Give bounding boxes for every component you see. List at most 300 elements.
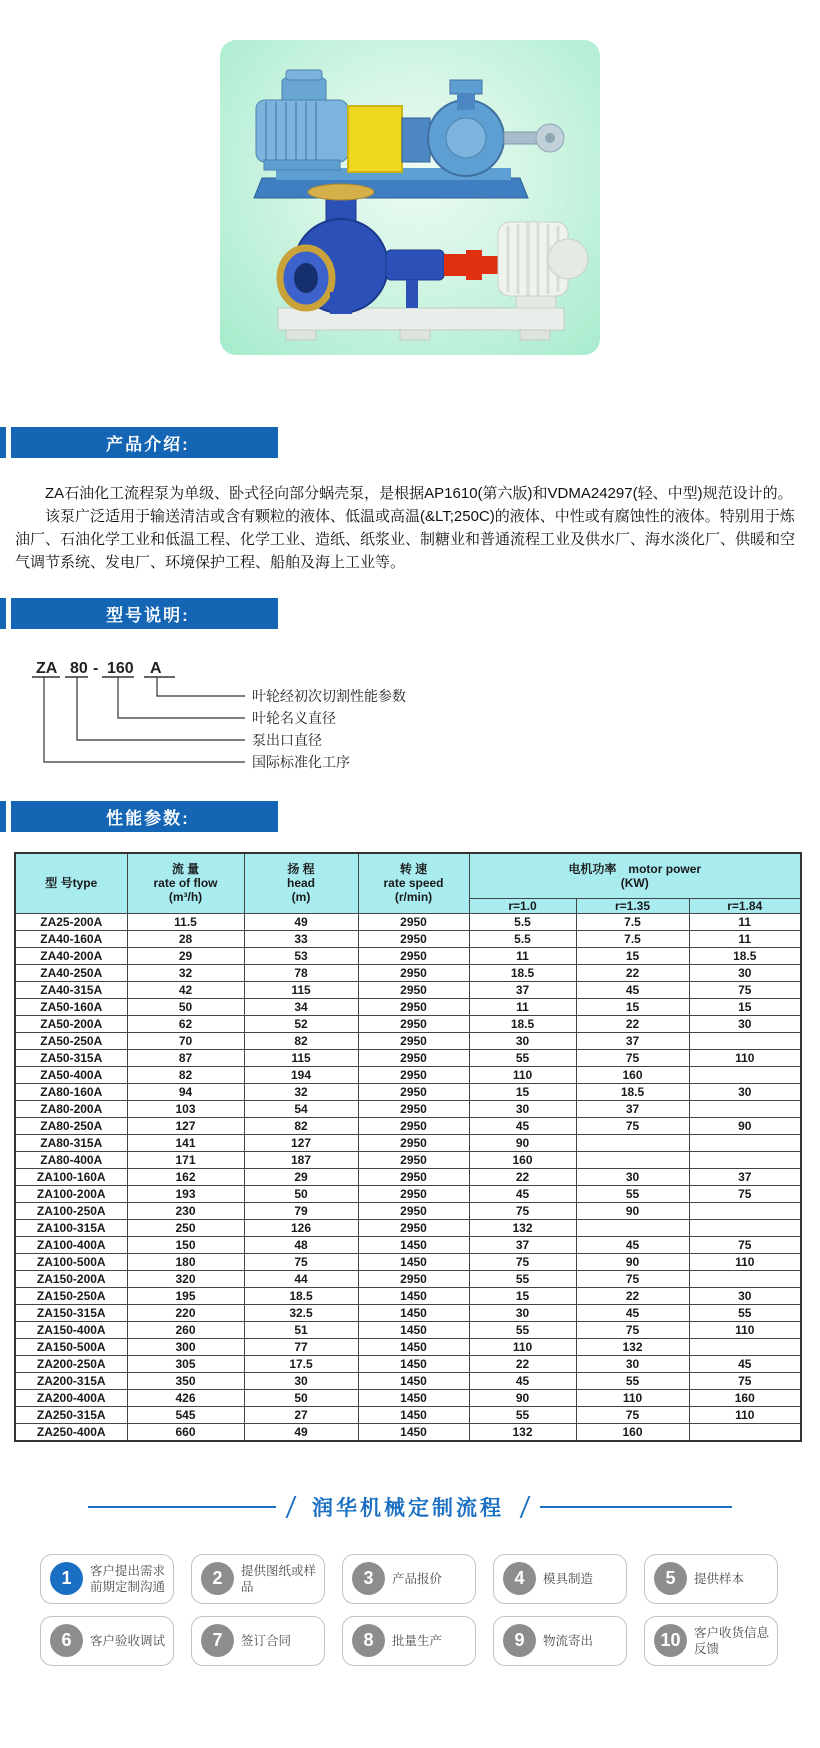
table-cell: 75 [689, 981, 801, 998]
table-row [15, 1168, 801, 1185]
table-cell [689, 1032, 801, 1049]
table-cell: 230 [127, 1202, 244, 1219]
table-cell: 2950 [358, 1100, 469, 1117]
table-cell: 48 [244, 1236, 358, 1253]
table-cell: 37 [689, 1168, 801, 1185]
table-row [15, 1202, 801, 1219]
table-cell: ZA250-315A [15, 1406, 127, 1423]
table-cell: 42 [127, 981, 244, 998]
table-cell: 141 [127, 1134, 244, 1151]
flow-step [644, 1616, 778, 1666]
step-number-badge: 1 [50, 1562, 83, 1595]
table-cell: 17.5 [244, 1355, 358, 1372]
col-header-speed: 转 速 rate speed (r/min) [358, 853, 469, 913]
table-row [15, 1066, 801, 1083]
table-cell: ZA150-200A [15, 1270, 127, 1287]
table-cell: 50 [244, 1389, 358, 1406]
table-cell: 2950 [358, 981, 469, 998]
table-cell [689, 1151, 801, 1168]
table-cell: 22 [576, 1015, 689, 1032]
col-header-flow: 流 量 rate of flow (m³/h) [127, 853, 244, 913]
table-cell: 30 [576, 1168, 689, 1185]
table-row [15, 1049, 801, 1066]
table-cell: 2950 [358, 1032, 469, 1049]
section-header-intro [0, 427, 820, 458]
table-cell: 82 [244, 1032, 358, 1049]
table-cell [689, 1202, 801, 1219]
model-title: 型号说明: [18, 598, 278, 629]
table-cell: 32.5 [244, 1304, 358, 1321]
table-cell: 194 [244, 1066, 358, 1083]
table-cell: 132 [469, 1219, 576, 1236]
table-cell: 28 [127, 930, 244, 947]
table-row [15, 998, 801, 1015]
table-cell: 1450 [358, 1321, 469, 1338]
table-cell: 15 [576, 947, 689, 964]
table-cell: ZA200-315A [15, 1372, 127, 1389]
table-cell: 220 [127, 1304, 244, 1321]
params-table-body [15, 913, 801, 1441]
table-cell: 110 [689, 1321, 801, 1338]
table-cell: 50 [127, 998, 244, 1015]
table-row [15, 1083, 801, 1100]
table-row [15, 1406, 801, 1423]
table-cell: 22 [469, 1355, 576, 1372]
table-cell: 103 [127, 1100, 244, 1117]
table-cell: 126 [244, 1219, 358, 1236]
table-cell: 22 [576, 1287, 689, 1304]
table-cell: 22 [576, 964, 689, 981]
table-row [15, 1372, 801, 1389]
table-cell: ZA50-315A [15, 1049, 127, 1066]
table-cell: 50 [244, 1185, 358, 1202]
table-cell: ZA150-250A [15, 1287, 127, 1304]
model-label-diameter: 叶轮名义直径 [252, 710, 336, 726]
table-cell: 1450 [358, 1253, 469, 1270]
slash-icon [286, 1496, 297, 1518]
step-label: 客户验收调试 [90, 1633, 166, 1648]
slash-icon [520, 1496, 531, 1518]
table-cell [576, 1134, 689, 1151]
table-row [15, 981, 801, 998]
table-cell: 2950 [358, 964, 469, 981]
table-cell: 30 [469, 1304, 576, 1321]
step-label: 产品报价 [392, 1571, 443, 1586]
table-cell: 45 [576, 981, 689, 998]
table-cell: 150 [127, 1236, 244, 1253]
table-cell: 54 [244, 1100, 358, 1117]
flow-step [191, 1554, 325, 1604]
table-cell: 1450 [358, 1372, 469, 1389]
table-row [15, 1270, 801, 1287]
col-header-power: 电机功率 motor power (KW) [469, 853, 801, 898]
table-cell: 1450 [358, 1236, 469, 1253]
intro-paragraph-2: 该泵广泛适用于输送清洁或含有颗粒的液体、低温或高温(&LT;250C)的液体、中性或有腐蚀性的液体。特别用于炼油厂、石油化学工业和低温工程、化学工业、造纸、纸浆业、制糖业和普通流程工业及供水厂、海水淡化厂、供暖和空气调节系统、发电厂、环境保护工程、船舶及海上工业等。 [15, 508, 796, 571]
table-cell: ZA50-250A [15, 1032, 127, 1049]
model-code-160: 160 [107, 660, 134, 677]
table-cell: 1450 [358, 1406, 469, 1423]
table-cell: 160 [469, 1151, 576, 1168]
step-number-badge: 8 [352, 1624, 385, 1657]
table-cell: 62 [127, 1015, 244, 1032]
table-row [15, 1338, 801, 1355]
table-cell: 115 [244, 1049, 358, 1066]
table-cell [689, 1270, 801, 1287]
table-cell: 70 [127, 1032, 244, 1049]
flow-step [191, 1616, 325, 1666]
table-cell: 87 [127, 1049, 244, 1066]
col-header-r1: r=1.0 [469, 898, 576, 913]
step-number-badge: 4 [503, 1562, 536, 1595]
table-cell: 30 [689, 1287, 801, 1304]
table-row [15, 1032, 801, 1049]
table-cell: 160 [689, 1389, 801, 1406]
table-cell: 2950 [358, 913, 469, 930]
model-code-80: 80 [70, 660, 88, 677]
table-row [15, 1321, 801, 1338]
table-cell: 37 [469, 981, 576, 998]
table-cell: 55 [576, 1185, 689, 1202]
table-cell: 55 [469, 1049, 576, 1066]
table-cell: 11 [689, 930, 801, 947]
table-cell: 51 [244, 1321, 358, 1338]
table-row [15, 1219, 801, 1236]
table-cell: ZA80-250A [15, 1117, 127, 1134]
table-cell: 132 [576, 1338, 689, 1355]
table-cell: 1450 [358, 1338, 469, 1355]
table-cell: ZA100-500A [15, 1253, 127, 1270]
flow-title-row [0, 1492, 820, 1522]
step-label: 提供图纸或样品 [241, 1563, 317, 1594]
table-cell: 110 [469, 1338, 576, 1355]
table-cell [689, 1066, 801, 1083]
section-header-model [0, 598, 820, 629]
step-label: 物流寄出 [543, 1633, 594, 1648]
table-row [15, 1423, 801, 1441]
table-cell: 127 [244, 1134, 358, 1151]
table-cell: 7.5 [576, 913, 689, 930]
table-cell: 110 [469, 1066, 576, 1083]
table-cell: 55 [576, 1372, 689, 1389]
table-cell: ZA100-200A [15, 1185, 127, 1202]
table-cell: 18.5 [244, 1287, 358, 1304]
table-cell: 2950 [358, 1168, 469, 1185]
flow-step [493, 1616, 627, 1666]
table-cell: 90 [469, 1389, 576, 1406]
table-cell: 18.5 [469, 1015, 576, 1032]
table-cell: 30 [244, 1372, 358, 1389]
table-cell [689, 1100, 801, 1117]
table-cell: 2950 [358, 1083, 469, 1100]
table-cell: 1450 [358, 1355, 469, 1372]
table-cell: ZA150-315A [15, 1304, 127, 1321]
table-cell: 45 [576, 1304, 689, 1321]
table-cell: 75 [469, 1253, 576, 1270]
table-cell: 45 [469, 1185, 576, 1202]
model-label-outlet: 泵出口直径 [252, 732, 322, 748]
table-cell: 49 [244, 1423, 358, 1441]
table-cell: 55 [469, 1406, 576, 1423]
accent-bar-icon [11, 427, 18, 458]
table-cell: 45 [469, 1372, 576, 1389]
table-cell: 45 [469, 1117, 576, 1134]
table-cell: 75 [689, 1372, 801, 1389]
pump-top [254, 70, 564, 198]
table-cell: 1450 [358, 1287, 469, 1304]
table-cell: ZA80-400A [15, 1151, 127, 1168]
model-code-a: A [150, 660, 162, 677]
step-label: 提供样本 [694, 1571, 745, 1586]
table-cell: 18.5 [689, 947, 801, 964]
col-header-head: 扬 程 head (m) [244, 853, 358, 913]
flow-line-left-icon [88, 1506, 276, 1508]
table-cell: 187 [244, 1151, 358, 1168]
section-header-params [0, 801, 820, 832]
table-cell: 115 [244, 981, 358, 998]
table-cell: 37 [576, 1100, 689, 1117]
table-cell: 75 [576, 1270, 689, 1287]
table-cell: 34 [244, 998, 358, 1015]
table-cell: 2950 [358, 1066, 469, 1083]
table-cell: ZA50-400A [15, 1066, 127, 1083]
table-cell: 110 [689, 1253, 801, 1270]
table-cell: 195 [127, 1287, 244, 1304]
step-label: 模具制造 [543, 1571, 594, 1586]
table-cell [689, 1338, 801, 1355]
table-cell: 2950 [358, 930, 469, 947]
table-cell: 75 [576, 1117, 689, 1134]
flow-step [342, 1554, 476, 1604]
step-label: 客户提出需求前期定制沟通 [90, 1563, 166, 1594]
table-cell: 94 [127, 1083, 244, 1100]
table-cell: 11 [469, 947, 576, 964]
table-cell: 55 [469, 1321, 576, 1338]
table-cell: 30 [689, 1083, 801, 1100]
table-cell: 32 [244, 1083, 358, 1100]
table-row [15, 1355, 801, 1372]
params-title: 性能参数: [18, 801, 278, 832]
table-cell: 90 [689, 1117, 801, 1134]
table-cell: 2950 [358, 1134, 469, 1151]
table-cell: 55 [469, 1270, 576, 1287]
table-cell: 2950 [358, 1015, 469, 1032]
table-cell: ZA40-160A [15, 930, 127, 947]
table-cell: 29 [127, 947, 244, 964]
table-cell: ZA40-200A [15, 947, 127, 964]
table-row [15, 947, 801, 964]
table-cell: 45 [576, 1236, 689, 1253]
table-cell: 90 [469, 1134, 576, 1151]
table-cell: 1450 [358, 1389, 469, 1406]
table-cell: ZA100-250A [15, 1202, 127, 1219]
table-row [15, 930, 801, 947]
table-cell: 1450 [358, 1304, 469, 1321]
table-cell: 180 [127, 1253, 244, 1270]
table-cell: 15 [469, 1083, 576, 1100]
table-cell: 5.5 [469, 930, 576, 947]
table-cell: 11 [469, 998, 576, 1015]
model-code-za: ZA [36, 660, 58, 677]
table-cell: 11.5 [127, 913, 244, 930]
table-cell: 15 [576, 998, 689, 1015]
table-cell: 2950 [358, 1049, 469, 1066]
table-cell: 193 [127, 1185, 244, 1202]
table-cell: 2950 [358, 1185, 469, 1202]
model-label-standard: 国际标准化工序 [252, 754, 350, 770]
table-cell: ZA80-200A [15, 1100, 127, 1117]
table-cell: 29 [244, 1168, 358, 1185]
table-cell [689, 1219, 801, 1236]
table-cell: 82 [127, 1066, 244, 1083]
model-code-diagram [0, 655, 820, 783]
intro-title: 产品介绍: [18, 427, 278, 458]
table-cell: 15 [469, 1287, 576, 1304]
table-cell: 1450 [358, 1423, 469, 1441]
table-cell: 127 [127, 1117, 244, 1134]
table-cell: 82 [244, 1117, 358, 1134]
step-number-badge: 10 [654, 1624, 687, 1657]
table-cell: 77 [244, 1338, 358, 1355]
col-header-r3: r=1.84 [689, 898, 801, 913]
table-cell: 15 [689, 998, 801, 1015]
table-cell: 75 [576, 1406, 689, 1423]
table-cell [576, 1151, 689, 1168]
step-number-badge: 3 [352, 1562, 385, 1595]
table-cell: 30 [576, 1355, 689, 1372]
table-cell: ZA250-400A [15, 1423, 127, 1441]
table-cell: 79 [244, 1202, 358, 1219]
table-cell: ZA150-400A [15, 1321, 127, 1338]
table-cell: 132 [469, 1423, 576, 1441]
performance-table [14, 852, 802, 1442]
pump-bottom [278, 184, 588, 340]
table-cell: 45 [689, 1355, 801, 1372]
table-cell: 260 [127, 1321, 244, 1338]
table-cell: 11 [689, 913, 801, 930]
table-cell: 250 [127, 1219, 244, 1236]
flow-line-right-icon [540, 1506, 732, 1508]
table-cell: 300 [127, 1338, 244, 1355]
step-label: 签订合同 [241, 1633, 292, 1648]
table-cell: 18.5 [469, 964, 576, 981]
table-cell: 52 [244, 1015, 358, 1032]
table-cell: 160 [576, 1066, 689, 1083]
table-cell: 90 [576, 1253, 689, 1270]
table-cell: ZA50-200A [15, 1015, 127, 1032]
table-cell: 160 [576, 1423, 689, 1441]
flow-step [644, 1554, 778, 1604]
table-cell: 320 [127, 1270, 244, 1287]
flow-steps-grid [40, 1554, 780, 1666]
table-cell: 37 [576, 1032, 689, 1049]
table-cell: 110 [689, 1049, 801, 1066]
table-cell: 30 [469, 1032, 576, 1049]
table-cell: ZA50-160A [15, 998, 127, 1015]
intro-paragraph-1: ZA石油化工流程泵为单级、卧式径向部分蜗壳泵，是根据AP1610(第六版)和VDMA24297(轻、中型)规范设计的。 [45, 485, 793, 502]
table-cell: 660 [127, 1423, 244, 1441]
table-cell: 305 [127, 1355, 244, 1372]
table-cell: 75 [469, 1202, 576, 1219]
table-cell: 90 [576, 1202, 689, 1219]
table-cell: ZA25-200A [15, 913, 127, 930]
table-cell: ZA200-400A [15, 1389, 127, 1406]
table-cell [689, 1134, 801, 1151]
col-header-r2: r=1.35 [576, 898, 689, 913]
table-cell: 2950 [358, 1219, 469, 1236]
table-cell [576, 1219, 689, 1236]
model-code-dash: - [93, 660, 99, 677]
table-cell: 426 [127, 1389, 244, 1406]
table-cell: 78 [244, 964, 358, 981]
table-cell: ZA150-500A [15, 1338, 127, 1355]
table-row [15, 1304, 801, 1321]
table-cell: 545 [127, 1406, 244, 1423]
table-cell: 30 [469, 1100, 576, 1117]
table-row [15, 913, 801, 930]
table-row [15, 1100, 801, 1117]
table-cell: 2950 [358, 1202, 469, 1219]
table-cell: 110 [689, 1406, 801, 1423]
table-cell: ZA80-160A [15, 1083, 127, 1100]
step-number-badge: 6 [50, 1624, 83, 1657]
table-cell: 33 [244, 930, 358, 947]
flow-step [493, 1554, 627, 1604]
table-cell: 27 [244, 1406, 358, 1423]
pumps-illustration [220, 40, 600, 355]
table-row [15, 1015, 801, 1032]
step-label: 客户收货信息反馈 [694, 1625, 770, 1656]
product-photo [220, 40, 600, 355]
accent-bar-icon [11, 801, 18, 832]
table-cell: 2950 [358, 1151, 469, 1168]
table-row [15, 1389, 801, 1406]
table-cell: 2950 [358, 1270, 469, 1287]
table-row [15, 1134, 801, 1151]
step-number-badge: 9 [503, 1624, 536, 1657]
table-row [15, 1117, 801, 1134]
table-cell: ZA100-160A [15, 1168, 127, 1185]
step-number-badge: 7 [201, 1624, 234, 1657]
model-label-cut: 叶轮经初次切割性能参数 [252, 688, 406, 704]
table-cell: 37 [469, 1236, 576, 1253]
col-header-type: 型 号type [15, 853, 127, 913]
table-cell: ZA200-250A [15, 1355, 127, 1372]
table-cell: 75 [576, 1321, 689, 1338]
intro-text [15, 482, 805, 574]
table-cell: 30 [689, 964, 801, 981]
table-cell: 55 [689, 1304, 801, 1321]
table-cell: 350 [127, 1372, 244, 1389]
table-row [15, 1151, 801, 1168]
table-cell: 75 [689, 1236, 801, 1253]
table-row [15, 1253, 801, 1270]
table-cell: 2950 [358, 998, 469, 1015]
table-cell: ZA80-315A [15, 1134, 127, 1151]
flow-step [40, 1616, 174, 1666]
table-cell: ZA100-400A [15, 1236, 127, 1253]
flow-step [342, 1616, 476, 1666]
table-cell: 162 [127, 1168, 244, 1185]
table-row [15, 1236, 801, 1253]
table-cell: 32 [127, 964, 244, 981]
table-cell: 75 [576, 1049, 689, 1066]
table-cell: ZA100-315A [15, 1219, 127, 1236]
table-cell [689, 1423, 801, 1441]
table-cell: 44 [244, 1270, 358, 1287]
flow-step [40, 1554, 174, 1604]
table-cell: 75 [244, 1253, 358, 1270]
table-cell: 75 [689, 1185, 801, 1202]
